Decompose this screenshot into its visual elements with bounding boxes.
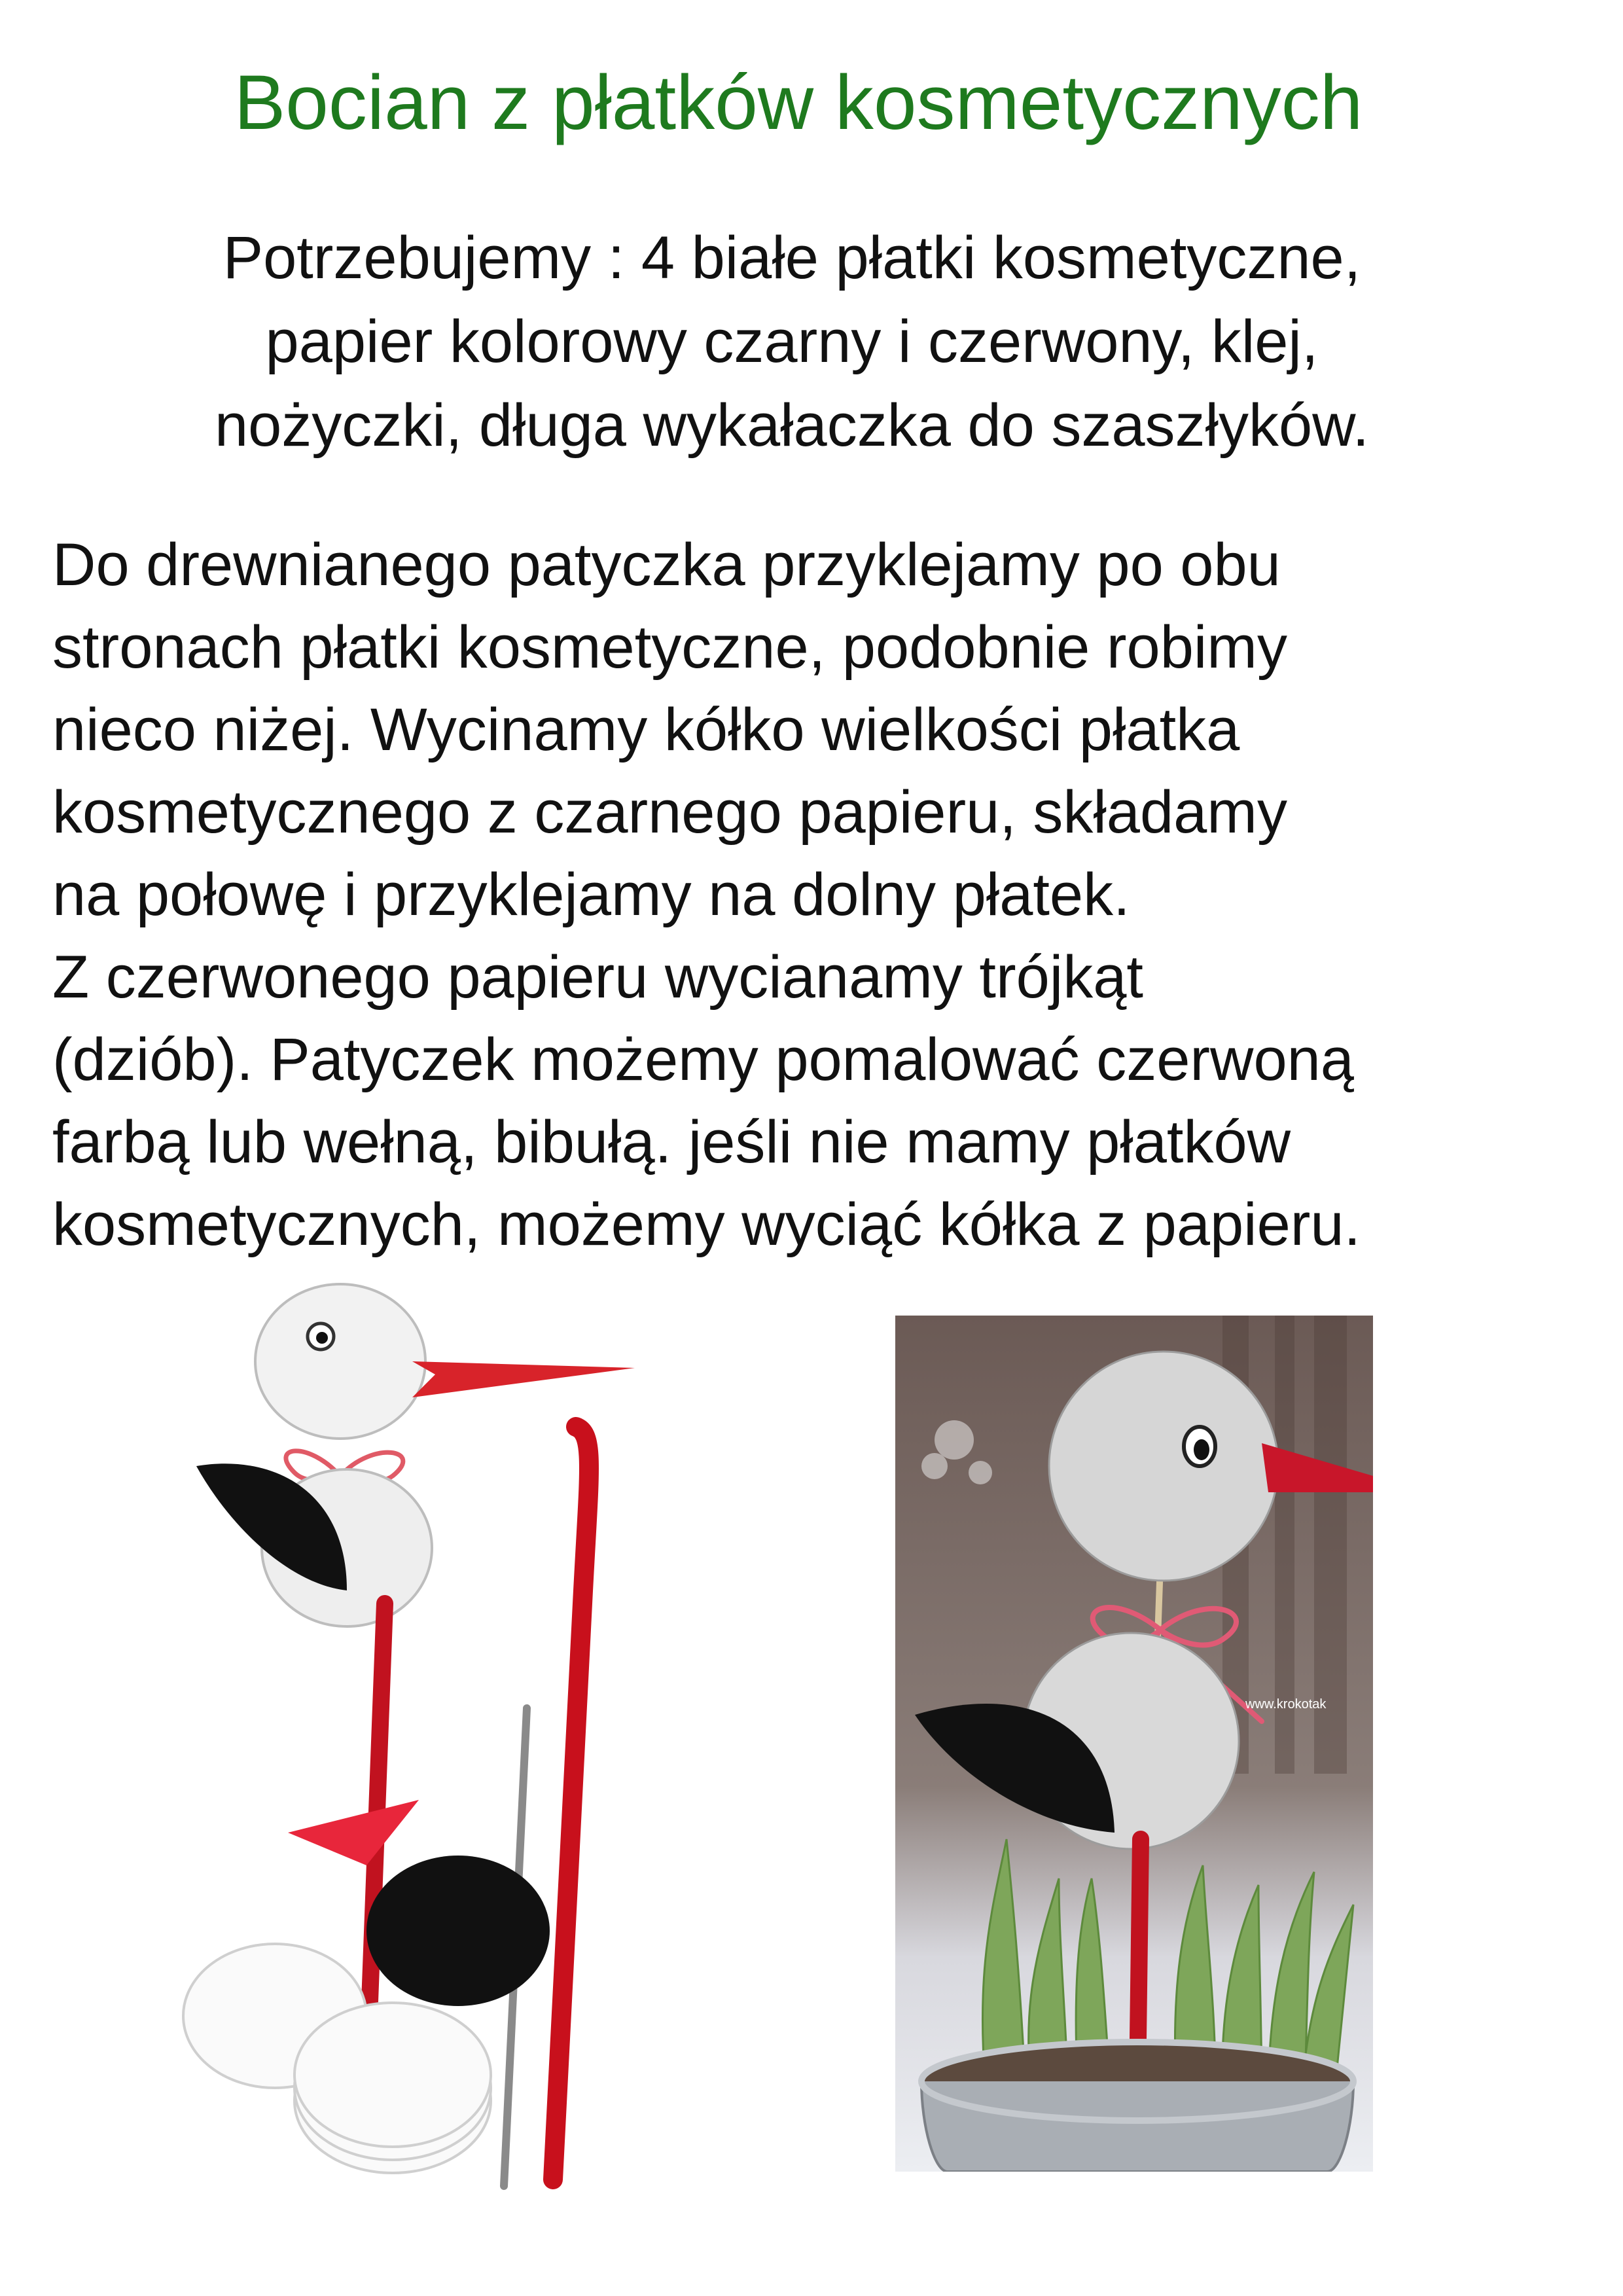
instruction-line: Do drewnianego patyczka przyklejamy po obu xyxy=(52,531,1281,598)
black-disc xyxy=(366,1856,550,2006)
instructions-paragraph xyxy=(52,524,1610,1266)
stork-head xyxy=(1049,1352,1278,1581)
materials-paragraph xyxy=(39,216,1544,467)
photo-watermark: www.krokotak xyxy=(1245,1697,1327,1712)
stork-parts-photo xyxy=(177,1276,668,2193)
instruction-line: (dziób). Patyczek możemy pomalować czerwoną xyxy=(52,1026,1354,1093)
materials-line: papier kolorowy czarny i czerwony, klej, xyxy=(265,308,1319,375)
head-disc xyxy=(255,1284,425,1439)
instruction-line: farbą lub wełną, bibułą. jeśli nie mamy płatków xyxy=(52,1109,1291,1175)
instruction-line: kosmetycznych, możemy wyciąć kółka z papieru. xyxy=(52,1191,1361,1258)
finished-stork-photo xyxy=(895,1316,1373,2172)
metal-pot xyxy=(921,2042,1353,2172)
beak-shape xyxy=(412,1361,635,1397)
loose-beak xyxy=(288,1800,419,1865)
instruction-line: na połowę i przyklejamy na dolny płatek. xyxy=(52,861,1130,928)
instruction-line: stronach płatki kosmetyczne, podobnie robimy xyxy=(52,614,1287,681)
instruction-line: nieco niżej. Wycinamy kółko wielkości płatka xyxy=(52,696,1240,763)
red-pipe-cleaner xyxy=(553,1427,589,2179)
instruction-line: kosmetycznego z czarnego papieru, składamy xyxy=(52,779,1287,846)
page-title: Bocian z płatków kosmetycznych xyxy=(234,60,1363,146)
instruction-line: Z czerwonego papieru wycianamy trójkąt xyxy=(52,944,1143,1011)
materials-line: nożyczki, długa wykałaczka do szaszłyków. xyxy=(214,392,1370,459)
materials-line: Potrzebujemy : 4 białe płatki kosmetyczne, xyxy=(223,224,1361,291)
